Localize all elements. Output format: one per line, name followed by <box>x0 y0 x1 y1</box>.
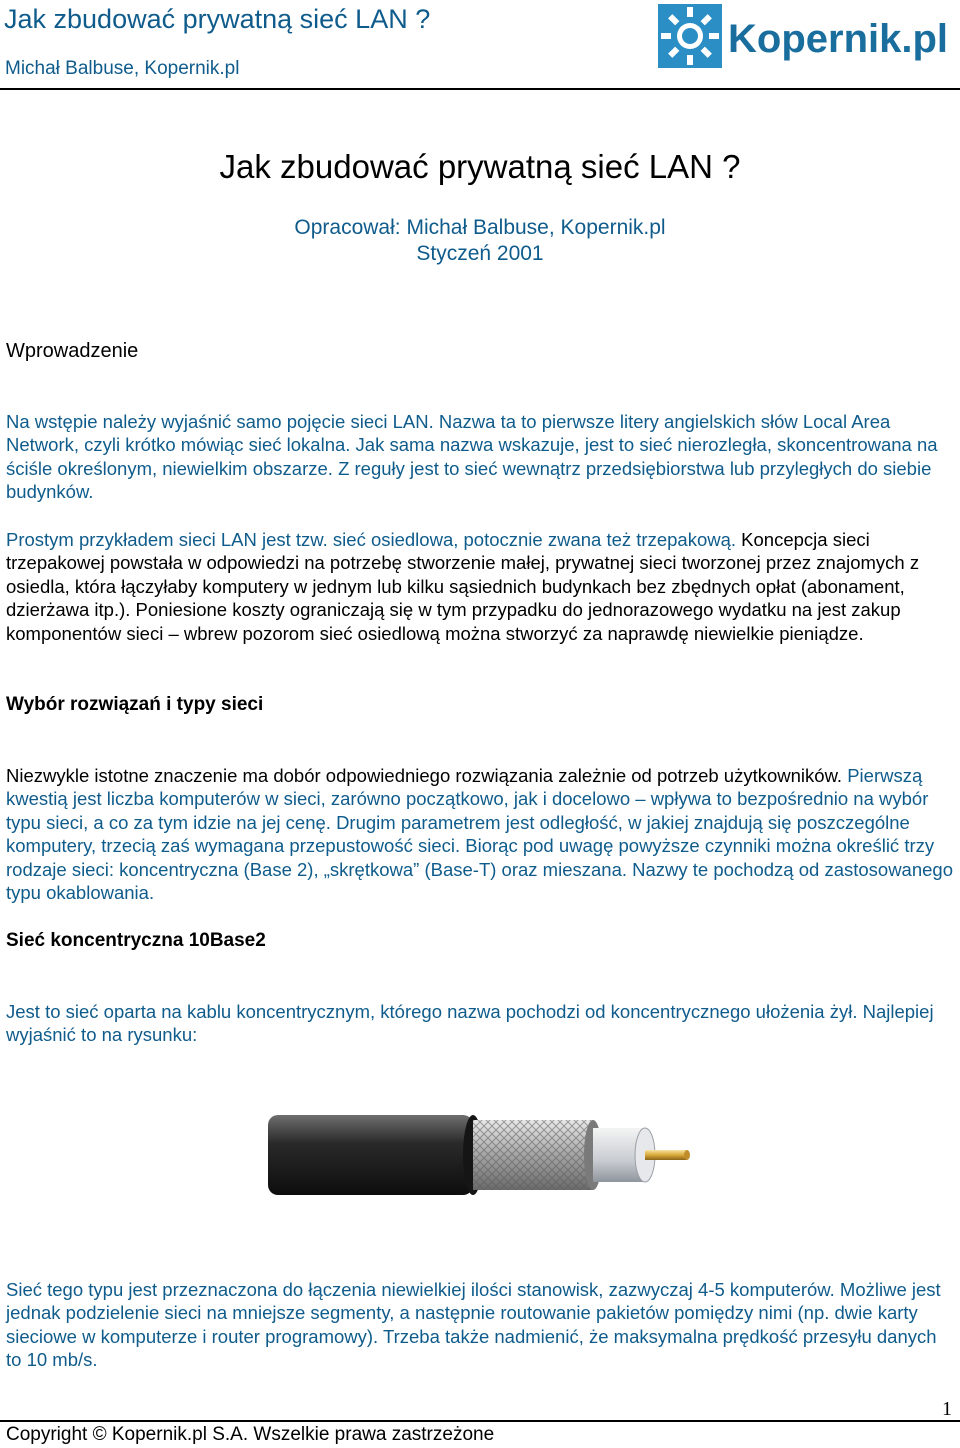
types-paragraph-body: Pierwszą kwestią jest liczba komputerów w sieci, zarówno początkowo, jak i docelowo – wpływa to bezpośrednio na wybór typu sieci, a co za tym idzie na jej cenę. Drugim parametrem jest odległość, w jakiej znajdują się poszczególne komputery, trzecią zaś wymagana przepustowość sieci. Biorąc pod uwagę powyższe czynniki można określić trzy rodzaje sieci: koncentryczna (Base 2), „skrętkowa” (Base-T) oraz mieszana. Nazwy te pochodzą od zastosowanego typu okablowania. <box>6 765 954 904</box>
header-title: Jak zbudować prywatną sieć LAN ? <box>4 4 431 34</box>
intro-paragraph-2 <box>6 528 956 645</box>
types-paragraph-lead: Niezwykle istotne znaczenie ma dobór odpowiedniego rozwiązania zależnie od potrzeb użytkowników. <box>6 765 843 786</box>
types-paragraph <box>6 764 956 904</box>
document-date: Styczeń 2001 <box>416 242 544 265</box>
section-heading-types: Wybór rozwiązań i typy sieci <box>6 694 264 715</box>
section-heading-intro: Wprowadzenie <box>6 340 139 362</box>
header-subtitle: Michał Balbuse, Kopernik.pl <box>5 58 240 79</box>
footer-copyright: Copyright © Kopernik.pl S.A. Wszelkie prawa zastrzeżone <box>6 1424 495 1445</box>
intro-paragraph-2-lead: Prostym przykładem sieci LAN jest tzw. sieć osiedlowa, potocznie zwana też trzepakową. <box>6 529 737 550</box>
footer-divider <box>0 1420 960 1422</box>
document-author: Opracował: Michał Balbuse, Kopernik.pl <box>294 216 666 239</box>
intro-paragraph-1: Na wstępie należy wyjaśnić samo pojęcie sieci LAN. Nazwa ta to pierwsze litery angielskich słów Local Area Network, czyli krótko mówiąc sieć lokalna. Jak sama nazwa wskazuje, jest to sieć nierozległa, skoncentrowana na ściśle określonym, niewielkim obszarze. Z reguły jest to sieć wewnątrz przedsiębiorstwa lub przyległych do siebie budynków. <box>6 411 938 503</box>
coax-paragraph-2: Sieć tego typu jest przeznaczona do łączenia niewielkiej ilości stanowisk, zazwyczaj 4-5 komputerów. Możliwe jest jednak podzielenie sieci na mniejsze segmenty, a następnie routowanie pakietów pomiędzy nimi (np. dwie karty sieciowe w komputerze i router programowy). Trzeba także nadmienić, że maksymalna prędkość przesyłu danych to 10 mb/s. <box>6 1279 941 1371</box>
coax-paragraph-1: Jest to sieć oparta na kablu koncentrycznym, którego nazwa pochodzi od koncentrycznego ułożenia żył. Najlepiej wyjaśnić to na rysunku: <box>6 1001 934 1046</box>
intro-paragraph-2-body: Koncepcja sieci trzepakowej powstała w odpowiedzi na potrzebę stworzenie małej, prywatnej sieci tworzonej przez znajomych z osiedla, która łączyłaby komputery w jednym lub kilku sąsiednich budynkach bez zbędnych opłat (abonament, dzierżawa itp.). Poniesione koszty ograniczają się w tym przypadku do jednorazowego wydatku na jest zakup komponentów sieci – wbrew pozorom sieć osiedlową można stworzyć za naprawdę niewielkie pieniądze. <box>6 529 920 644</box>
document-title: Jak zbudować prywatną sieć LAN ? <box>219 148 741 185</box>
kopernik-logo <box>658 4 956 72</box>
header-divider <box>0 88 960 90</box>
page-number: 1 <box>942 1398 952 1420</box>
coaxial-cable-illustration <box>268 1110 698 1200</box>
section-heading-coax: Sieć koncentryczna 10Base2 <box>6 930 266 951</box>
logo-text: Kopernik.pl <box>728 17 949 61</box>
